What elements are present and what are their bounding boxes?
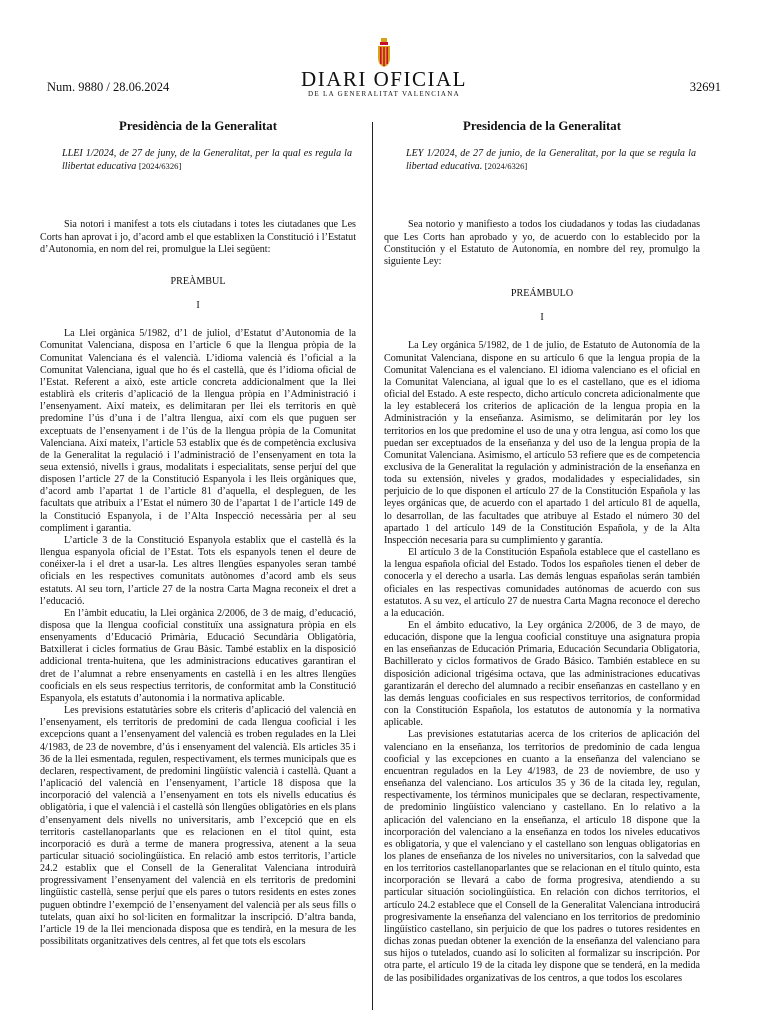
institution-heading: Presidencia de la Generalitat: [463, 119, 621, 133]
body-paragraph: L’article 3 de la Constitució Espanyola establix que el castellà és la llengua espanyola oficial de l’Estat. Tots els espanyols tenen el deure de conéixer-la i el dret a usar-la. Les altres llengües espanyoles seran també oficials en les respectives comunitats autònomes d’acord amb els seus estatuts. Al seu torn, l’article 27 de la nostra Carta Magna reconeix el dret a l’educació.: [40, 534, 356, 607]
body-paragraph: La Llei orgànica 5/1982, d’1 de juliol, d’Estatut d’Autonomia de la Comunitat Valenciana, disposa en l’article 6 que la llengua pròpia de la Comunitat Valenciana és el valencià. L’idioma valencià és l’oficial a la Comunitat Valenciana, igual que ho és el castellà, que és l’idioma oficial de l’Estat. Referent a això, este article concreta addicionalment que la llei establirà els criteris d’aplicació de la llengua pròpia en l’Administració i l’ensenyament. Així mateix, es delimitaran per llei els territoris en què predomine l’ús d’una i de l’altra llengua, així com els que puguen ser exceptuats de l’ensenyament i de l’ús de la llengua pròpia de la Comunitat Valenciana. Així mateix, l’article 53 establix que és de competència exclusiva de la Generalitat la regulació i l’administració de l’ensenyament en tota la seua extensió, nivells i graus, modalitats i especialitats, sense perjuí del que disposen l’article 27 de la Constitució Espanyola i les lleis orgàniques que, d’acord amb l’apartat 1 de l’article 81 d’aquella, el despleguen, de les facultats que atribuix a l’Estat el número 30 de l’apartat 1 de l’article 149 de la Constitució Espanyola, i de l’Alta Inspecció necessària per al seu compliment i garantia.: [40, 328, 356, 534]
valencian-column: [40, 116, 356, 1011]
section-numeral: I: [540, 312, 544, 324]
page-number: 32691: [689, 80, 721, 94]
publication-title: DIARI OFICIAL: [301, 67, 467, 91]
law-reference: [2024/6326]: [138, 161, 182, 172]
spanish-column: [384, 116, 700, 1011]
generalitat-emblem-icon: [376, 38, 392, 68]
preamble-heading: PREÀMBUL: [170, 275, 226, 287]
publication-logo: [300, 38, 468, 99]
law-title: [406, 148, 700, 173]
institution-heading: Presidència de la Generalitat: [119, 119, 277, 133]
body-paragraph: En l’àmbit educatiu, la Llei orgànica 2/2006, de 3 de maig, d’educació, disposa que la llengua cooficial constituïx una assignatura pròpia en els ensenyaments d’Educació Primària, Educació Secundària Obligatòria, Batxillerat i cicles formatius de Grau Bàsic. També establix en la disposició addicional trenta-huitena, que les administracions educatives garantiran el dret de l’alumnat a rebre ensenyaments en castellà i en les altres llengües cooficials en els seus respectius territoris, de conformitat amb la Constitució Espanyola, els estatuts d’autonomia i la normativa aplicable.: [40, 607, 356, 704]
issue-number: Num. 9880 / 28.06.2024: [47, 80, 170, 94]
preamble-heading: PREÁMBULO: [510, 288, 574, 300]
law-title-text: LEY 1/2024, de 27 de junio, de la Generalitat, por la que se regula la libertad educativa.: [406, 148, 696, 173]
page-header: [0, 0, 768, 100]
law-title: [62, 148, 356, 173]
section-numeral: I: [196, 300, 200, 312]
body-paragraph: En el ámbito educativo, la Ley orgánica 2/2006, de 3 de mayo, de educación, dispone que la lengua cooficial constituye una asignatura propia en las enseñanzas de Educación Primaria, Educación Secundaria Obligatoria, Bachillerato y ciclos formativos de Grado Básico. También establece en su disposición adicional trigésima octava, que las administraciones educativas garantizarán el derecho del alumnado a recibir enseñanzas en castellano y en las demás lenguas cooficiales en sus respectivos territorios, de conformidad con la Constitución Española, los estatutos de autonomía y la normativa aplicable.: [384, 620, 700, 729]
body-paragraph: El artículo 3 de la Constitución Española establece que el castellano es la lengua española oficial del Estado. Todos los españoles tienen el deber de conocerla y el derecho a usarla. Las demás lenguas españolas serán también oficiales en las respectivas comunidades autónomas de acuerdo con sus estatutos. A su vez, el artículo 27 de nuestra Carta Magna reconoce el derecho a la educación.: [384, 547, 700, 619]
column-divider: [372, 122, 373, 1010]
law-reference: [2024/6326]: [484, 161, 528, 172]
promulgation-text: Sia notori i manifest a tots els ciutadans i totes les ciutadanes que Les Corts han aprovat i jo, d’acord amb el que establixen la Constitució i l’Estatut d’Autonomia, en nom del rei, promulgue la Llei següent:: [40, 219, 356, 255]
body-paragraph: La Ley orgánica 5/1982, de 1 de julio, de Estatuto de Autonomía de la Comunitat Valenciana, dispone en su artículo 6 que la lengua propia de la Comunitat Valenciana es el valenciano. El idioma valenciano es el oficial en la Comunitat Valenciana, al igual que lo es el castellano, que es el idioma oficial del Estado. A este respecto, dicho artículo concreta adicionalmente que la ley establecerá los criterios de aplicación de la lengua propia en la Administración y la enseñanza. Asimismo, se delimitarán por ley los territorios en los que predomine el uso de una y otra lengua, así como los que puedan ser exceptuados de la enseñanza y del uso de la lengua propia de la Comunitat Valenciana. Asimismo, el artículo 53 refiere que es de competencia exclusiva de la Generalitat la regulación y administración de la enseñanza en toda su extensión, niveles y grados, modalidades y especialidades, sin perjuicio de lo que disponen el artículo 27 de la Constitución Española y las leyes orgánicas que, de acuerdo con el apartado 1 del artículo 81 de aquella, lo desarrollan, de las facultades que atribuye al Estado el número 30 del apartado 1 del artículo 149 de la Constitución Española, y de la Alta Inspección necesaria para su cumplimiento y garantía.: [384, 340, 700, 546]
promulgation-text: Sea notorio y manifiesto a todos los ciudadanos y todas las ciudadanas que Les Corts han aprobado y yo, de acuerdo con lo establecido por la Constitución y el Estatuto de Autonomía, en nombre del rey, promulgo la siguiente Ley:: [384, 219, 700, 267]
law-title-text: LLEI 1/2024, de 27 de juny, de la Generalitat, per la qual es regula la llibertat educativa: [62, 148, 352, 173]
body-paragraph: Las previsiones estatutarias acerca de los criterios de aplicación del valenciano en la enseñanza, los territorios de predominio de cada lengua cooficial y las excepciones en cuanto a la enseñanza del valenciano se encuentran regulados en la Ley 4/1983, de 23 de noviembre, de uso y enseñanza del valenciano. Los artículos 35 y 36 de la citada ley, regulan, respectivamente, los términos municipales que se declaran, respectivamente, de predominio lingüístico valenciano y castellano. En lo relativo a la aplicación del valenciano en la enseñanza, el artículo 18 dispone que la incorporación del valenciano a la enseñanza en todos los niveles educativos es obligatoria, y que el valenciano y el castellano son lenguas obligatorias en los planes de enseñanza de los niveles no universitarios, con la salvedad que en los territorios castellanoparlantes que se relacionan en el título quinto, esta incorporación se llevará a cabo de forma progresiva, atendiendo a su particular situación sociolingüística. En relación con dichos territorios, el artículo 24.2 establece que el Consell de la Generalitat Valenciana introducirá progresivamente la enseñanza del valenciano en los territorios de predominio lingüístico castellano, sin perjuicio de que los padres o tutores residentes en dichas zonas puedan obtener la exención de la enseñanza del valenciano para sus hijos o tutelados, cuando así lo soliciten al formalizar su inscripción. Por otra parte, el artículo 19 de la citada ley dispone que se tenderá, en la medida de las posibilidades organizativas de los centros, a que todos los escolares: [384, 729, 700, 984]
body-paragraph: Les previsions estatutàries sobre els criteris d’aplicació del valencià en l’ensenyament, els territoris de predomini de cada llengua cooficial i les excepcions quant a l’ensenyament del valencià es troben regulades en la Llei 4/1983, de 23 de novembre, d’ús i ensenyament del valencià. Els articles 35 i 36 de la llei esmentada, regulen, respectivament, els termes municipals que es declaren, respectivament, de predomini lingüístic valencià i castellà. Quant a l’aplicació del valencià en l’ensenyament, l’article 18 disposa que la incorporació del valencià a l’ensenyament en tots els nivells educatius és obligatòria, i que el valencià i el castellà són llengües obligatòries en els plans d’ensenyament dels nivells no universitaris, amb l’excepció que en els territoris castellanoparlants que es relacionen en el títol quint, esta incorporació es durà a terme de manera progressiva, atenent a la seua particular situació sociolingüística. En relació amb estos territoris, l’article 24.2 establix que el Consell de la Generalitat Valenciana introduirà progressivament l’ensenyament del valencià en els territoris de predomini lingüístic castellà, sense perjuí que els pares o tutors residents en estes zones puguen obtindre l’exempció de l’ensenyament del valencià per als seus fills o tutelats, quan així ho sol·liciten en formalitzar la inscripció. D’altra banda, l’article 19 de la llei mencionada disposa que es tendirà, en la mesura de les possibilitats organitzatives dels centres, al fet que tots els escolars: [40, 705, 356, 948]
publication-subtitle: DE LA GENERALITAT VALENCIANA: [308, 90, 460, 98]
